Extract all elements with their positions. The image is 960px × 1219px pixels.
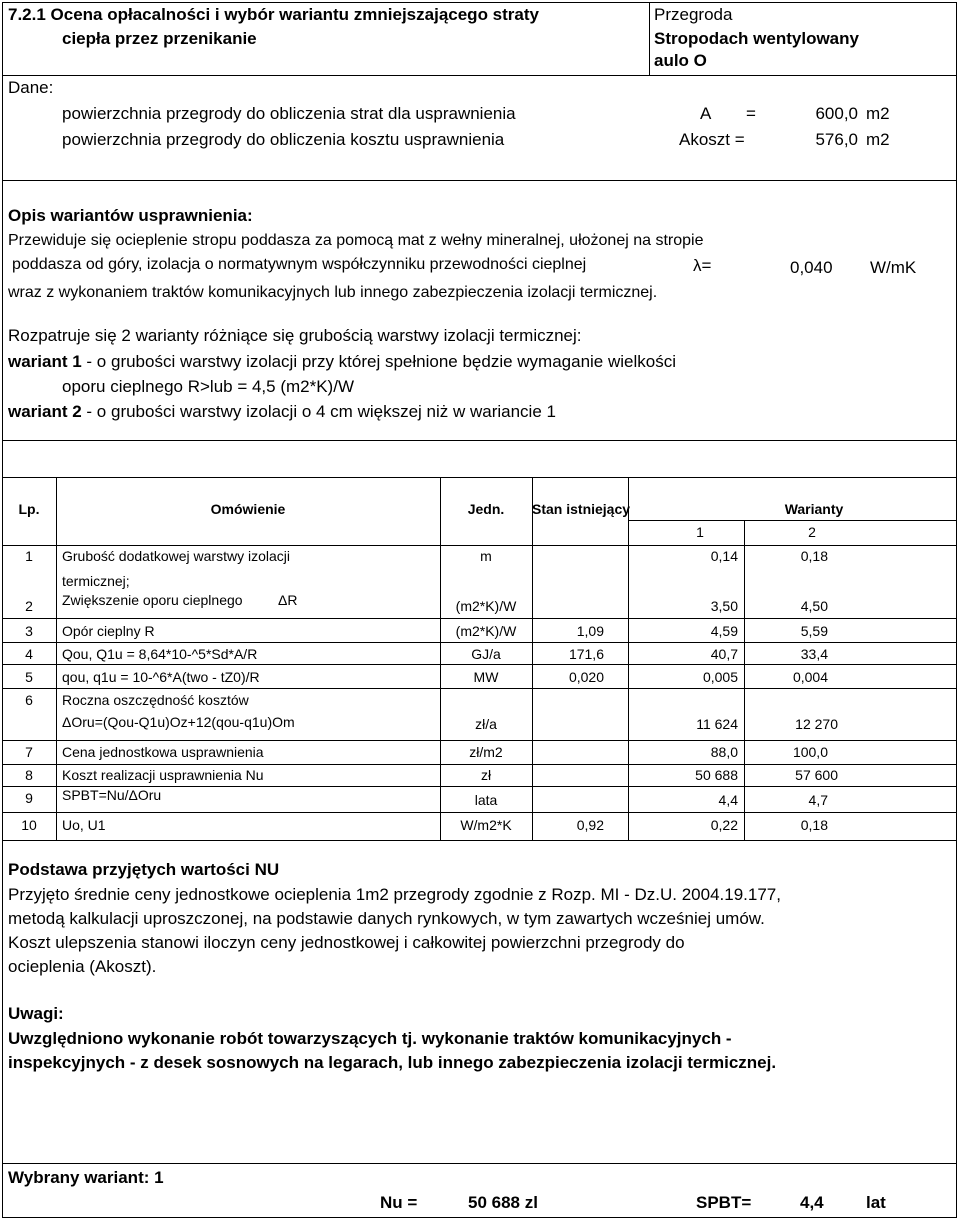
th-wariant-2: 2 — [808, 524, 816, 540]
row9-w2: 4,7 — [808, 792, 828, 808]
row2-delta-r: ΔR — [278, 592, 298, 608]
row3-unit: (m2*K)/W — [455, 623, 517, 639]
frame-top — [2, 2, 957, 3]
dane-row1-sym: A — [700, 104, 712, 123]
th-jedn: Jedn. — [467, 501, 505, 517]
dane-row2-desc: powierzchnia przegrody do obliczenia kosztu usprawnienia — [62, 130, 505, 149]
band-top-line — [2, 440, 957, 441]
przegroda-name-line1: Stropodach wentylowany — [654, 29, 859, 48]
row8-unit: zł — [480, 767, 492, 783]
wariant2-text: - o grubości warstwy izolacji o 4 cm większej niż w wariancie 1 — [81, 402, 556, 421]
row1-w1: 0,14 — [710, 548, 738, 564]
row7-w2: 100,0 — [792, 744, 828, 760]
row-line — [2, 642, 957, 643]
row2-w1: 3,50 — [710, 598, 738, 614]
wariant1-line — [8, 352, 676, 372]
row6-desc2: ΔOru=(Qou-Q1u)Oz+12(qou-q1u)Om — [62, 714, 295, 730]
row1-w2: 0,18 — [800, 548, 828, 564]
wariant1-text2: oporu cieplnego R>lub = 4,5 (m2*K)/W — [62, 377, 354, 396]
band-bottom-line — [2, 477, 957, 478]
opis-line2: poddasza od góry, izolacja o normatywnym współczynniku przewodności cieplnej — [12, 256, 587, 273]
row9-desc: SPBT=Nu/ΔOru — [62, 787, 162, 803]
row2-lp: 2 — [25, 598, 33, 614]
row7-lp: 7 — [25, 744, 33, 760]
row8-w1: 50 688 — [695, 767, 738, 783]
row10-stan: 0,92 — [576, 817, 604, 833]
warianty-subline — [628, 520, 956, 521]
row4-w2: 33,4 — [800, 646, 828, 662]
row6-unit: zł/a — [475, 716, 497, 732]
row3-w1: 4,59 — [710, 623, 738, 639]
row-line — [2, 812, 957, 813]
header-bottom-line — [2, 75, 957, 76]
row10-desc: Uo, U1 — [62, 817, 106, 833]
page-title-line2: ciepła przez przenikanie — [62, 29, 257, 48]
dane-row1-unit: m2 — [866, 104, 890, 123]
row5-w1: 0,005 — [702, 669, 738, 685]
th-omowienie: Omówienie — [210, 501, 286, 517]
lambda-value: 0,040 — [790, 258, 833, 277]
row5-unit: MW — [473, 669, 499, 685]
footer-top-line — [2, 1163, 957, 1164]
row2-w2: 4,50 — [800, 598, 828, 614]
row1-desc: Grubość dodatkowej warstwy izolacji — [62, 548, 290, 564]
row-line — [2, 618, 957, 619]
wariant1-label: wariant 1 — [8, 352, 82, 371]
row2-desc: Zwiększenie oporu cieplnego — [62, 592, 243, 608]
row-line — [2, 664, 957, 665]
podstawa-line2: metodą kalkulacji uproszczonej, na podstawie danych rynkowych, w tym zawartych wcześniej umów. — [8, 909, 765, 928]
row7-desc: Cena jednostkowa usprawnienia — [62, 744, 264, 760]
dane-row2-sym: Akoszt = — [679, 130, 745, 149]
row6-w1: 11 624 — [696, 716, 738, 732]
row-line — [2, 740, 957, 741]
row4-unit: GJ/a — [471, 646, 501, 662]
spbt-label: SPBT= — [696, 1193, 752, 1212]
lambda-unit: W/mK — [870, 258, 917, 277]
row1-desc2: termicznej; — [62, 573, 130, 589]
row8-w2: 57 600 — [795, 767, 838, 783]
podstawa-line1: Przyjęto średnie ceny jednostkowe ocieplenia 1m2 przegrody zgodnie z Rozp. MI - Dz.U. 2004.19.177, — [8, 885, 781, 904]
dane-row2-value: 576,0 — [815, 130, 858, 149]
nu-label: Nu = — [380, 1193, 418, 1212]
row-line — [2, 764, 957, 765]
row3-w2: 5,59 — [800, 623, 828, 639]
row8-desc: Koszt realizacji usprawnienia Nu — [62, 767, 264, 783]
wariant2-label: wariant 2 — [8, 402, 82, 421]
opis-para2: Rozpatruje się 2 warianty różniące się grubością warstwy izolacji termicznej: — [8, 326, 582, 345]
row5-stan: 0,020 — [568, 669, 604, 685]
row6-desc: Roczna oszczędność kosztów — [62, 692, 249, 708]
th-lp: Lp. — [18, 501, 40, 517]
podstawa-line3: Koszt ulepszenia stanowi iloczyn ceny jednostkowej i całkowitej powierzchni przegrody do — [8, 933, 685, 952]
frame-right — [956, 2, 957, 1217]
row10-w1: 0,22 — [710, 817, 738, 833]
row4-desc: Qou, Q1u = 8,64*10-^5*Sd*A/R — [62, 646, 258, 662]
row5-lp: 5 — [25, 669, 33, 685]
opis-line3: wraz z wykonaniem traktów komunikacyjnych lub innego zabezpieczenia izolacji termicznej. — [8, 284, 658, 301]
row-line — [2, 688, 957, 689]
nu-value: 50 688 zl — [468, 1193, 538, 1212]
row6-w2: 12 270 — [795, 716, 838, 732]
row6-lp: 6 — [25, 692, 33, 708]
row4-stan: 171,6 — [568, 646, 604, 662]
th-wariant-1: 1 — [696, 524, 704, 540]
row1-unit: m — [480, 548, 492, 564]
row8-lp: 8 — [25, 767, 33, 783]
spbt-value: 4,4 — [800, 1193, 824, 1212]
dane-row1-value: 600,0 — [815, 104, 858, 123]
dane-row1-desc: powierzchnia przegrody do obliczenia strat dla usprawnienia — [62, 104, 516, 123]
row7-unit: zł/m2 — [469, 744, 503, 760]
uwagi-line1: Uwzględniono wykonanie robót towarzyszących tj. wykonanie traktów komunikacyjnych - — [8, 1029, 732, 1048]
wybrany-wariant: Wybrany wariant: 1 — [8, 1168, 164, 1187]
row7-w1: 88,0 — [710, 744, 738, 760]
podstawa-title: Podstawa przyjętych wartości NU — [8, 860, 280, 879]
row3-desc: Opór cieplny R — [62, 623, 155, 639]
row10-unit: W/m2*K — [460, 817, 512, 833]
row5-desc: qou, q1u = 10-^6*A(two - tZ0)/R — [62, 669, 260, 685]
przegroda-label: Przegroda — [654, 5, 733, 24]
row3-lp: 3 — [25, 623, 33, 639]
uwagi-title: Uwagi: — [8, 1004, 64, 1023]
row9-lp: 9 — [25, 790, 33, 806]
th-warianty: Warianty — [784, 501, 844, 517]
row4-w1: 40,7 — [710, 646, 738, 662]
row9-unit: lata — [474, 792, 498, 808]
uwagi-line2: inspekcyjnych - z desek sosnowych na legarach, lub innego zabezpieczenia izolacji termicznej. — [8, 1053, 777, 1072]
opis-title: Opis wariantów usprawnienia: — [8, 206, 253, 225]
dane-bottom-line — [2, 180, 957, 181]
th-stan: Stan istniejący — [532, 501, 631, 517]
dane-row2-unit: m2 — [866, 130, 890, 149]
frame-bottom — [2, 1217, 957, 1218]
row2-unit: (m2*K)/W — [455, 598, 517, 614]
header-divider — [649, 2, 650, 75]
dane-row1-eq: = — [746, 104, 756, 123]
row9-w1: 4,4 — [718, 792, 738, 808]
wariant1-text: - o grubości warstwy izolacji przy której spełnione będzie wymaganie wielkości — [81, 352, 677, 371]
podstawa-line4: ocieplenia (Akoszt). — [8, 957, 157, 976]
wariant2-line — [8, 402, 556, 422]
row10-lp: 10 — [21, 817, 37, 833]
row1-lp: 1 — [25, 548, 33, 564]
spbt-unit: lat — [866, 1193, 886, 1212]
row10-w2: 0,18 — [800, 817, 828, 833]
dane-label: Dane: — [8, 78, 54, 97]
row5-w2: 0,004 — [792, 669, 828, 685]
przegroda-name-line2: aulo O — [654, 51, 707, 70]
row3-stan: 1,09 — [576, 623, 604, 639]
row4-lp: 4 — [25, 646, 33, 662]
row-line — [2, 545, 957, 546]
lambda-symbol: λ= — [693, 256, 712, 275]
page-title-line1: 7.2.1 Ocena opłacalności i wybór wariantu zmniejszającego straty — [8, 5, 539, 24]
opis-line1: Przewiduje się ocieplenie stropu poddasza za pomocą mat z wełny mineralnej, ułożonej na stropie — [8, 232, 704, 249]
table-bottom-line — [2, 840, 957, 841]
